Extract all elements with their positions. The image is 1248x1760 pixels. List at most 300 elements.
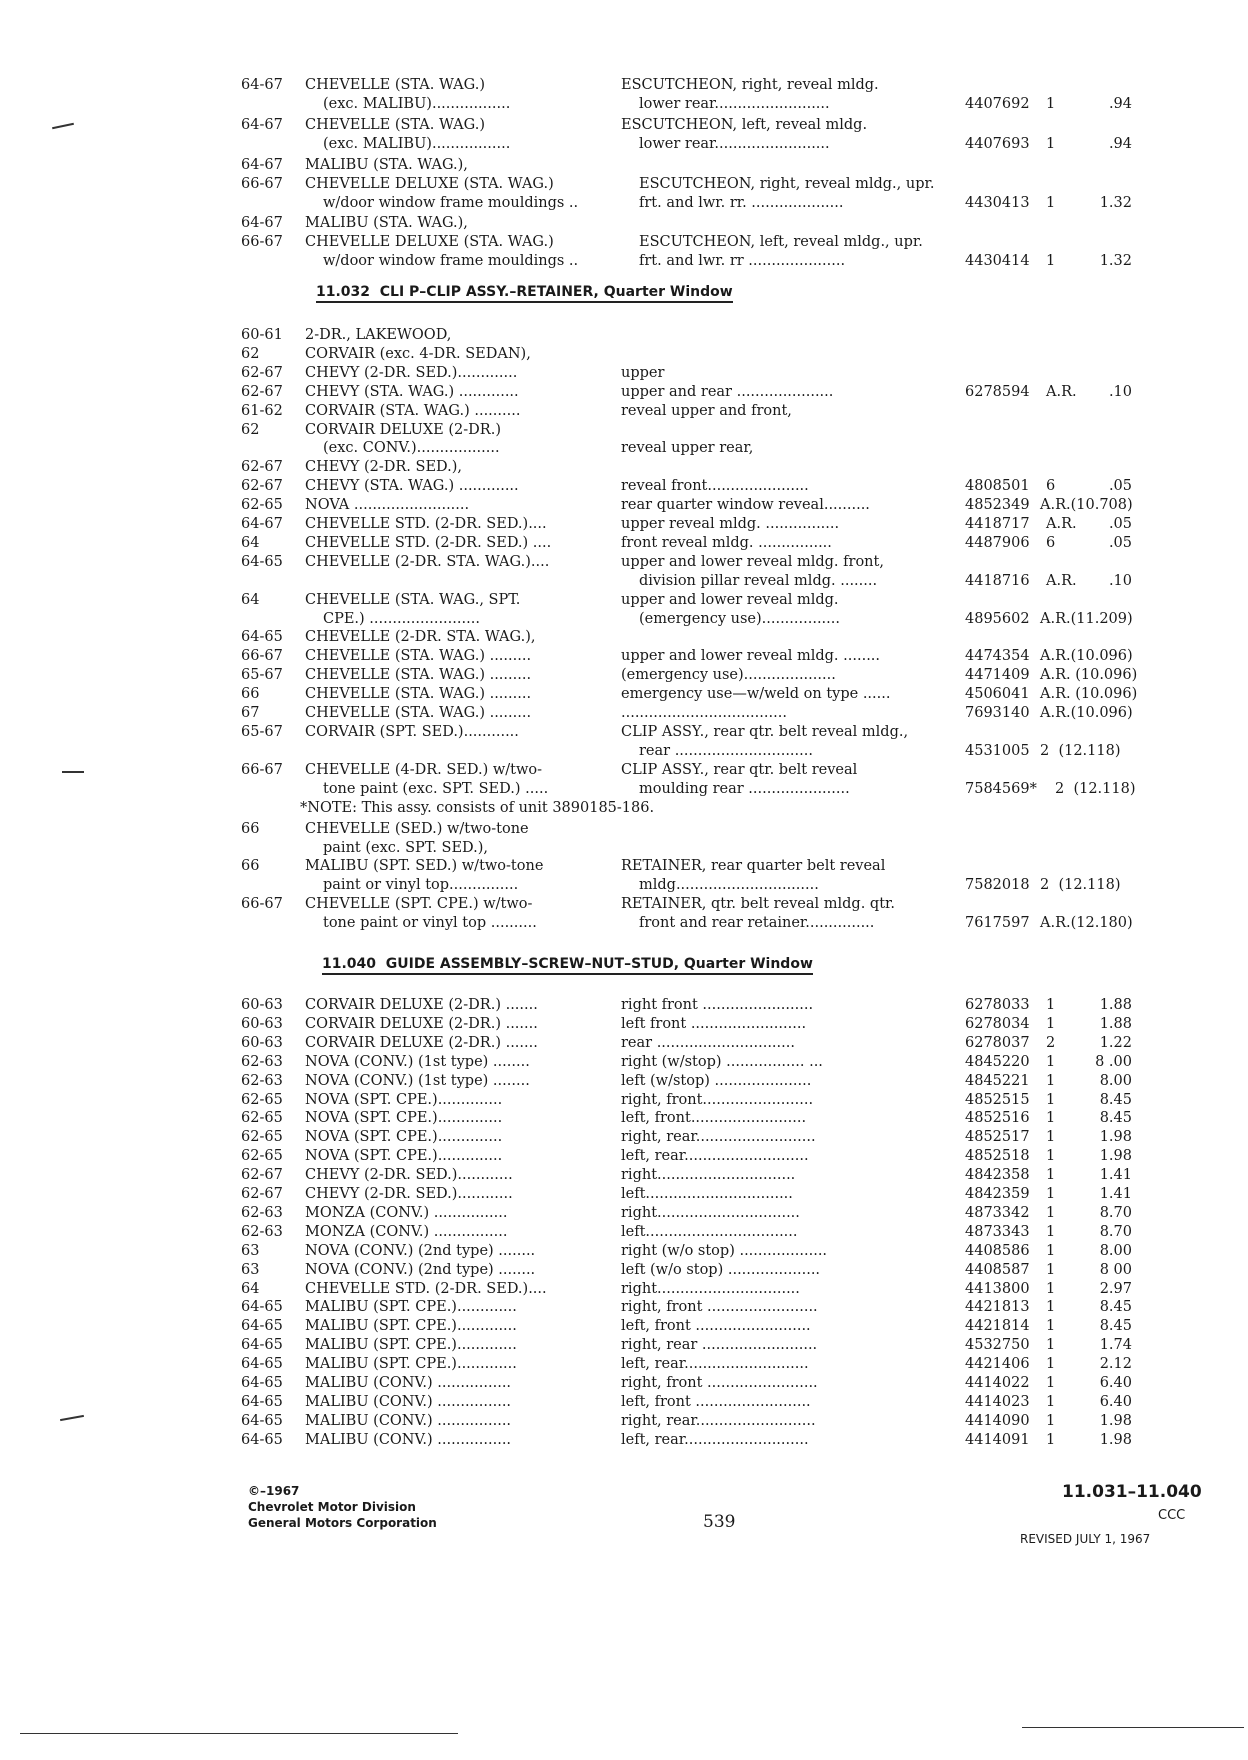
- section-note: *NOTE: This assy. consists of unit 3890185-186.: [300, 800, 655, 816]
- model-years: 65-67: [241, 667, 283, 684]
- part-number: 6278037: [965, 1034, 1030, 1051]
- model-years: 62-67: [241, 1167, 283, 1184]
- application: CHEVELLE STD. (2-DR. SED.) ....: [305, 534, 552, 551]
- part-number: 4414090: [965, 1412, 1030, 1429]
- part-number: 4873342: [965, 1204, 1030, 1221]
- description: left................................: [621, 1186, 793, 1202]
- quantity: 1: [1046, 1299, 1056, 1316]
- quantity: 2 (12.118): [1055, 780, 1136, 797]
- application: NOVA .........................: [305, 497, 470, 514]
- model-years: 62-67: [241, 478, 283, 495]
- model-years: 64-65: [241, 1431, 283, 1448]
- price: 1.41: [1099, 1186, 1132, 1202]
- price: 1.41: [1099, 1167, 1132, 1184]
- application: tone paint (exc. SPT. SED.) .....: [323, 780, 549, 797]
- quantity: 1: [1046, 1242, 1056, 1259]
- quantity: A.R. (10.096): [1040, 686, 1138, 703]
- application: CHEVELLE STD. (2-DR. SED.)....: [305, 1280, 547, 1297]
- part-number: 4852516: [965, 1110, 1030, 1127]
- description: upper and rear .....................: [621, 383, 834, 400]
- quantity: 1: [1046, 1015, 1056, 1032]
- application: NOVA (CONV.) (1st type) ........: [305, 1053, 530, 1070]
- description: right (w/o stop) ...................: [621, 1242, 828, 1259]
- price: .94: [1108, 136, 1132, 152]
- quantity: 1: [1046, 1072, 1056, 1089]
- quantity: 1: [1046, 195, 1056, 211]
- quantity: 2 (12.118): [1040, 742, 1121, 759]
- model-years: 64-67: [241, 215, 283, 231]
- price: 8.00: [1099, 1072, 1132, 1089]
- description: right, front ........................: [621, 1299, 818, 1316]
- application: CORVAIR (exc. 4-DR. SEDAN),: [305, 345, 531, 362]
- model-years: 66-67: [241, 895, 283, 912]
- part-number: 4852517: [965, 1129, 1030, 1146]
- model-years: 64-65: [241, 1337, 283, 1354]
- part-number: 4430413: [965, 195, 1030, 211]
- part-number: 7693140: [965, 705, 1030, 721]
- quantity: 1: [1046, 1431, 1056, 1448]
- description: lower rear.........................: [639, 136, 830, 152]
- description: ESCUTCHEON, right, reveal mldg.: [621, 77, 879, 93]
- quantity: A.R.: [1046, 383, 1077, 400]
- model-years: 60-63: [241, 1034, 283, 1051]
- quantity: 1: [1046, 1412, 1056, 1429]
- margin-mark: [62, 771, 84, 773]
- quantity: 1: [1046, 1223, 1056, 1240]
- catalog-code: CCC: [1158, 1508, 1186, 1523]
- quantity: 1: [1046, 997, 1056, 1013]
- application: paint or vinyl top...............: [323, 877, 519, 894]
- application: MALIBU (CONV.) ................: [305, 1375, 512, 1391]
- quantity: 1: [1046, 1204, 1056, 1221]
- price: .05: [1108, 534, 1132, 551]
- price: 8.45: [1099, 1091, 1132, 1108]
- description: reveal front......................: [621, 478, 809, 495]
- part-number: 4471409: [965, 667, 1030, 684]
- quantity: A.R.(11.209): [1040, 610, 1133, 627]
- price: .10: [1108, 383, 1132, 400]
- price: 2.97: [1099, 1280, 1132, 1297]
- description: right...............................: [621, 1280, 800, 1297]
- application: CHEVELLE STD. (2-DR. SED.)....: [305, 516, 547, 532]
- quantity: 1: [1046, 1053, 1056, 1070]
- model-years: 63: [241, 1242, 260, 1259]
- description: front and rear retainer...............: [639, 914, 875, 931]
- quantity: 1: [1046, 1167, 1056, 1184]
- model-years: 65-67: [241, 723, 283, 740]
- price: 2.12: [1099, 1356, 1132, 1373]
- application: NOVA (CONV.) (2nd type) ........: [305, 1261, 536, 1278]
- quantity: 1: [1046, 1186, 1056, 1202]
- model-years: 62-67: [241, 1186, 283, 1202]
- description: ESCUTCHEON, right, reveal mldg., upr.: [639, 176, 935, 192]
- quantity: 1: [1046, 253, 1056, 269]
- quantity: 6: [1046, 534, 1056, 551]
- description: left (w/o stop) ....................: [621, 1261, 821, 1278]
- application: MALIBU (SPT. SED.) w/two-tone: [305, 858, 544, 875]
- application: (exc. MALIBU).................: [323, 96, 511, 112]
- quantity: 1: [1046, 136, 1056, 152]
- description: upper reveal mldg. ................: [621, 516, 840, 532]
- model-years: 62-65: [241, 1091, 283, 1108]
- part-number: 7617597: [965, 914, 1030, 931]
- application: MONZA (CONV.) ................: [305, 1204, 508, 1221]
- model-years: 64-65: [241, 553, 283, 570]
- application: w/door window frame mouldings ..: [323, 195, 579, 211]
- application: CHEVELLE (STA. WAG., SPT.: [305, 591, 521, 608]
- part-number: 6278594: [965, 383, 1030, 400]
- model-years: 60-61: [241, 327, 283, 343]
- application: CHEVELLE (STA. WAG.): [305, 77, 485, 93]
- description: (emergency use).................: [639, 610, 840, 627]
- description: division pillar reveal mldg. ........: [639, 572, 878, 589]
- part-number: 4852518: [965, 1148, 1030, 1165]
- price: .94: [1108, 96, 1132, 112]
- model-years: 62: [241, 421, 260, 438]
- model-years: 66: [241, 821, 260, 837]
- quantity: A.R.(12.180): [1040, 914, 1133, 931]
- description: right front ........................: [621, 997, 814, 1013]
- model-years: 64: [241, 591, 260, 608]
- price: 8.45: [1099, 1110, 1132, 1127]
- application: CHEVY (2-DR. SED.)............: [305, 1186, 513, 1202]
- model-years: 62-63: [241, 1053, 283, 1070]
- price: 1.88: [1099, 997, 1132, 1013]
- part-number: 4407692: [965, 96, 1030, 112]
- application: w/door window frame mouldings ..: [323, 253, 579, 269]
- price: 1.98: [1099, 1431, 1132, 1448]
- application: NOVA (SPT. CPE.)..............: [305, 1091, 503, 1108]
- application: tone paint or vinyl top ..........: [323, 914, 537, 931]
- application: CPE.) ........................: [323, 610, 480, 627]
- part-number: 4407693: [965, 136, 1030, 152]
- price: 8.70: [1099, 1223, 1132, 1240]
- description: left, front.........................: [621, 1110, 807, 1127]
- model-years: 62-65: [241, 1148, 283, 1165]
- part-number: 4418716: [965, 572, 1030, 589]
- application: MALIBU (CONV.) ................: [305, 1393, 512, 1410]
- description: CLIP ASSY., rear qtr. belt reveal: [621, 761, 858, 778]
- description: left front .........................: [621, 1015, 807, 1032]
- model-years: 62-63: [241, 1204, 283, 1221]
- description: left, rear...........................: [621, 1431, 809, 1448]
- quantity: A.R.(10.708): [1040, 497, 1133, 514]
- model-years: 64-65: [241, 1412, 283, 1429]
- description: right, rear .........................: [621, 1337, 818, 1354]
- quantity: 1: [1046, 1318, 1056, 1335]
- part-number: 4532750: [965, 1337, 1030, 1354]
- model-years: 64-65: [241, 1299, 283, 1316]
- price: 8 00: [1099, 1261, 1132, 1278]
- footer-corporation: General Motors Corporation: [248, 1516, 437, 1530]
- price: 1.88: [1099, 1015, 1132, 1032]
- description: lower rear.........................: [639, 96, 830, 112]
- model-years: 62-67: [241, 383, 283, 400]
- application: CORVAIR DELUXE (2-DR.) .......: [305, 1015, 538, 1032]
- application: CORVAIR DELUXE (2-DR.): [305, 421, 501, 438]
- model-years: 64-67: [241, 77, 283, 93]
- part-number: 4845220: [965, 1053, 1030, 1070]
- application: NOVA (CONV.) (2nd type) ........: [305, 1242, 536, 1259]
- part-number: 4421814: [965, 1318, 1030, 1335]
- price: .05: [1108, 516, 1132, 532]
- price: 8.00: [1099, 1242, 1132, 1259]
- application: MALIBU (CONV.) ................: [305, 1431, 512, 1448]
- model-years: 64-65: [241, 629, 283, 646]
- part-number: 4808501: [965, 478, 1030, 495]
- application: CORVAIR (STA. WAG.) ..........: [305, 402, 521, 419]
- model-years: 63: [241, 1261, 260, 1278]
- part-number: 6278034: [965, 1015, 1030, 1032]
- description: RETAINER, qtr. belt reveal mldg. qtr.: [621, 895, 895, 912]
- application: CORVAIR DELUXE (2-DR.) .......: [305, 1034, 538, 1051]
- description: (emergency use)....................: [621, 667, 836, 684]
- quantity: 1: [1046, 1280, 1056, 1297]
- model-years: 62-65: [241, 1110, 283, 1127]
- price: 1.32: [1099, 195, 1132, 211]
- description: ESCUTCHEON, left, reveal mldg., upr.: [639, 234, 923, 250]
- quantity: 1: [1046, 1393, 1056, 1410]
- quantity: 1: [1046, 1148, 1056, 1165]
- part-number: 4430414: [965, 253, 1030, 269]
- price: 6.40: [1099, 1393, 1132, 1410]
- description: reveal upper rear,: [621, 440, 754, 457]
- description: left, rear...........................: [621, 1356, 809, 1373]
- revised-date: REVISED JULY 1, 1967: [1020, 1532, 1151, 1546]
- part-number: 4414023: [965, 1393, 1030, 1410]
- part-number: 4487906: [965, 534, 1030, 551]
- model-years: 64-65: [241, 1375, 283, 1391]
- price: 8.70: [1099, 1204, 1132, 1221]
- model-years: 64: [241, 534, 260, 551]
- model-years: 64-65: [241, 1356, 283, 1373]
- application: MALIBU (STA. WAG.),: [305, 215, 468, 231]
- description: moulding rear ......................: [639, 780, 850, 797]
- description: frt. and lwr. rr. ....................: [639, 195, 844, 211]
- quantity: A.R. (10.096): [1040, 667, 1138, 684]
- quantity: 6: [1046, 478, 1056, 495]
- description: right, front........................: [621, 1091, 814, 1108]
- description: upper and lower reveal mldg. front,: [621, 553, 884, 570]
- model-years: 62-67: [241, 364, 283, 381]
- application: 2-DR., LAKEWOOD,: [305, 327, 452, 343]
- description: right...............................: [621, 1204, 800, 1221]
- application: CHEVELLE (SPT. CPE.) w/two-: [305, 895, 533, 912]
- model-years: 67: [241, 705, 260, 721]
- part-number: 4842358: [965, 1167, 1030, 1184]
- description: left, front .........................: [621, 1393, 811, 1410]
- part-number: 4506041: [965, 686, 1030, 703]
- description: ESCUTCHEON, left, reveal mldg.: [621, 117, 868, 133]
- description: right..............................: [621, 1167, 796, 1184]
- bottom-rule-right: [1022, 1727, 1244, 1728]
- quantity: 1: [1046, 1375, 1056, 1391]
- model-years: 60-63: [241, 997, 283, 1013]
- description: ....................................: [621, 705, 787, 721]
- description: upper: [621, 364, 665, 381]
- margin-mark: [60, 1415, 84, 1421]
- description: rear quarter window reveal..........: [621, 497, 870, 514]
- description: CLIP ASSY., rear qtr. belt reveal mldg.,: [621, 723, 909, 740]
- description: rear ..............................: [621, 1034, 795, 1051]
- description: emergency use—w/weld on type ......: [621, 686, 891, 703]
- page-number: 539: [703, 1512, 736, 1532]
- model-years: 64-65: [241, 1318, 283, 1335]
- model-years: 62-63: [241, 1223, 283, 1240]
- quantity: A.R.: [1046, 516, 1077, 532]
- model-years: 64-67: [241, 157, 283, 173]
- quantity: 1: [1046, 1337, 1056, 1354]
- application: CHEVELLE DELUXE (STA. WAG.): [305, 234, 554, 250]
- application: paint (exc. SPT. SED.),: [323, 839, 489, 856]
- description: mldg...............................: [639, 877, 819, 894]
- application: CHEVELLE (STA. WAG.) .........: [305, 667, 532, 684]
- section-heading-11-040: 11.040 GUIDE ASSEMBLY–SCREW–NUT–STUD, Quarter Window: [322, 956, 813, 975]
- model-years: 64-67: [241, 117, 283, 133]
- footer-division: Chevrolet Motor Division: [248, 1500, 416, 1514]
- description: front reveal mldg. ................: [621, 534, 832, 551]
- application: CHEVELLE (4-DR. SED.) w/two-: [305, 761, 543, 778]
- quantity: 1: [1046, 1129, 1056, 1146]
- description: left.................................: [621, 1223, 798, 1240]
- application: NOVA (SPT. CPE.)..............: [305, 1129, 503, 1146]
- description: upper and lower reveal mldg. ........: [621, 648, 881, 665]
- price: 8.45: [1099, 1318, 1132, 1335]
- application: MONZA (CONV.) ................: [305, 1223, 508, 1240]
- part-number: 4873343: [965, 1223, 1030, 1240]
- price: 6.40: [1099, 1375, 1132, 1391]
- description: left, front .........................: [621, 1318, 811, 1335]
- price: 8 .00: [1095, 1053, 1132, 1070]
- price: .05: [1108, 478, 1132, 495]
- quantity: 1: [1046, 1261, 1056, 1278]
- quantity: 1: [1046, 1356, 1056, 1373]
- part-number: 4418717: [965, 516, 1030, 532]
- application: CHEVELLE (2-DR. STA. WAG.),: [305, 629, 536, 646]
- part-number: 4845221: [965, 1072, 1030, 1089]
- description: frt. and lwr. rr .....................: [639, 253, 846, 269]
- price: 1.98: [1099, 1129, 1132, 1146]
- application: NOVA (SPT. CPE.)..............: [305, 1110, 503, 1127]
- model-years: 64: [241, 1280, 260, 1297]
- application: CHEVELLE (STA. WAG.) .........: [305, 648, 532, 665]
- part-number: 4895602: [965, 610, 1030, 627]
- quantity: 2: [1046, 1034, 1056, 1051]
- part-number: 4421406: [965, 1356, 1030, 1373]
- price: 1.74: [1099, 1337, 1132, 1354]
- price: 8.45: [1099, 1299, 1132, 1316]
- bottom-rule-left: [20, 1733, 458, 1734]
- application: (exc. MALIBU).................: [323, 136, 511, 152]
- description: RETAINER, rear quarter belt reveal: [621, 858, 886, 875]
- part-number: 4531005: [965, 742, 1030, 759]
- price: 1.32: [1099, 253, 1132, 269]
- application: MALIBU (SPT. CPE.).............: [305, 1318, 517, 1335]
- application: MALIBU (STA. WAG.),: [305, 157, 468, 173]
- section-range: 11.031–11.040: [1062, 1482, 1202, 1502]
- part-number: 4852515: [965, 1091, 1030, 1108]
- description: upper and lower reveal mldg.: [621, 591, 839, 608]
- model-years: 64-67: [241, 516, 283, 532]
- description: rear ..............................: [639, 742, 813, 759]
- part-number: 4414091: [965, 1431, 1030, 1448]
- model-years: 66: [241, 858, 260, 875]
- part-number: 4414022: [965, 1375, 1030, 1391]
- model-years: 66-67: [241, 176, 283, 192]
- application: CHEVY (STA. WAG.) .............: [305, 383, 519, 400]
- model-years: 62-65: [241, 1129, 283, 1146]
- part-number: 6278033: [965, 997, 1030, 1013]
- part-number: 4413800: [965, 1280, 1030, 1297]
- model-years: 66-67: [241, 761, 283, 778]
- application: CHEVY (2-DR. SED.).............: [305, 364, 518, 381]
- description: right, rear..........................: [621, 1129, 816, 1146]
- section-heading-11-032: 11.032 CLI P–CLIP ASSY.–RETAINER, Quarter Window: [316, 284, 733, 303]
- description: left (w/stop) .....................: [621, 1072, 812, 1089]
- application: CORVAIR DELUXE (2-DR.) .......: [305, 997, 538, 1013]
- quantity: A.R.(10.096): [1040, 705, 1133, 721]
- model-years: 66: [241, 686, 260, 703]
- description: right, rear..........................: [621, 1412, 816, 1429]
- application: NOVA (CONV.) (1st type) ........: [305, 1072, 530, 1089]
- model-years: 62-67: [241, 459, 283, 476]
- part-number: 4474354: [965, 648, 1030, 665]
- quantity: 1: [1046, 1091, 1056, 1108]
- application: MALIBU (SPT. CPE.).............: [305, 1356, 517, 1373]
- description: left, rear...........................: [621, 1148, 809, 1165]
- quantity: A.R.: [1046, 572, 1077, 589]
- model-years: 60-63: [241, 1015, 283, 1032]
- application: CHEVY (2-DR. SED.),: [305, 459, 463, 476]
- quantity: 1: [1046, 1110, 1056, 1127]
- footer-copyright: ©–1967: [248, 1484, 300, 1498]
- part-number: 4408586: [965, 1242, 1030, 1259]
- application: MALIBU (SPT. CPE.).............: [305, 1299, 517, 1316]
- price: 1.98: [1099, 1148, 1132, 1165]
- application: MALIBU (SPT. CPE.).............: [305, 1337, 517, 1354]
- application: CHEVELLE (2-DR. STA. WAG.)....: [305, 553, 550, 570]
- model-years: 62-63: [241, 1072, 283, 1089]
- model-years: 62-65: [241, 497, 283, 514]
- part-number: 7584569*: [965, 780, 1037, 797]
- application: CORVAIR (SPT. SED.)............: [305, 723, 519, 740]
- description: right (w/stop) ................. ...: [621, 1053, 823, 1070]
- description: reveal upper and front,: [621, 402, 792, 419]
- application: (exc. CONV.)..................: [323, 440, 500, 457]
- part-number: 4421813: [965, 1299, 1030, 1316]
- part-number: 4852349: [965, 497, 1030, 514]
- part-number: 4408587: [965, 1261, 1030, 1278]
- part-number: 7582018: [965, 877, 1030, 894]
- model-years: 64-65: [241, 1393, 283, 1410]
- application: CHEVELLE DELUXE (STA. WAG.): [305, 176, 554, 192]
- application: NOVA (SPT. CPE.)..............: [305, 1148, 503, 1165]
- application: CHEVY (STA. WAG.) .............: [305, 478, 519, 495]
- model-years: 62: [241, 345, 260, 362]
- application: CHEVY (2-DR. SED.)............: [305, 1167, 513, 1184]
- quantity: 2 (12.118): [1040, 877, 1121, 894]
- model-years: 61-62: [241, 402, 283, 419]
- application: CHEVELLE (SED.) w/two-tone: [305, 821, 529, 837]
- quantity: 1: [1046, 96, 1056, 112]
- application: CHEVELLE (STA. WAG.) .........: [305, 686, 532, 703]
- description: right, front ........................: [621, 1375, 818, 1391]
- application: MALIBU (CONV.) ................: [305, 1412, 512, 1429]
- price: 1.98: [1099, 1412, 1132, 1429]
- quantity: A.R.(10.096): [1040, 648, 1133, 665]
- application: CHEVELLE (STA. WAG.) .........: [305, 705, 532, 721]
- model-years: 66-67: [241, 234, 283, 250]
